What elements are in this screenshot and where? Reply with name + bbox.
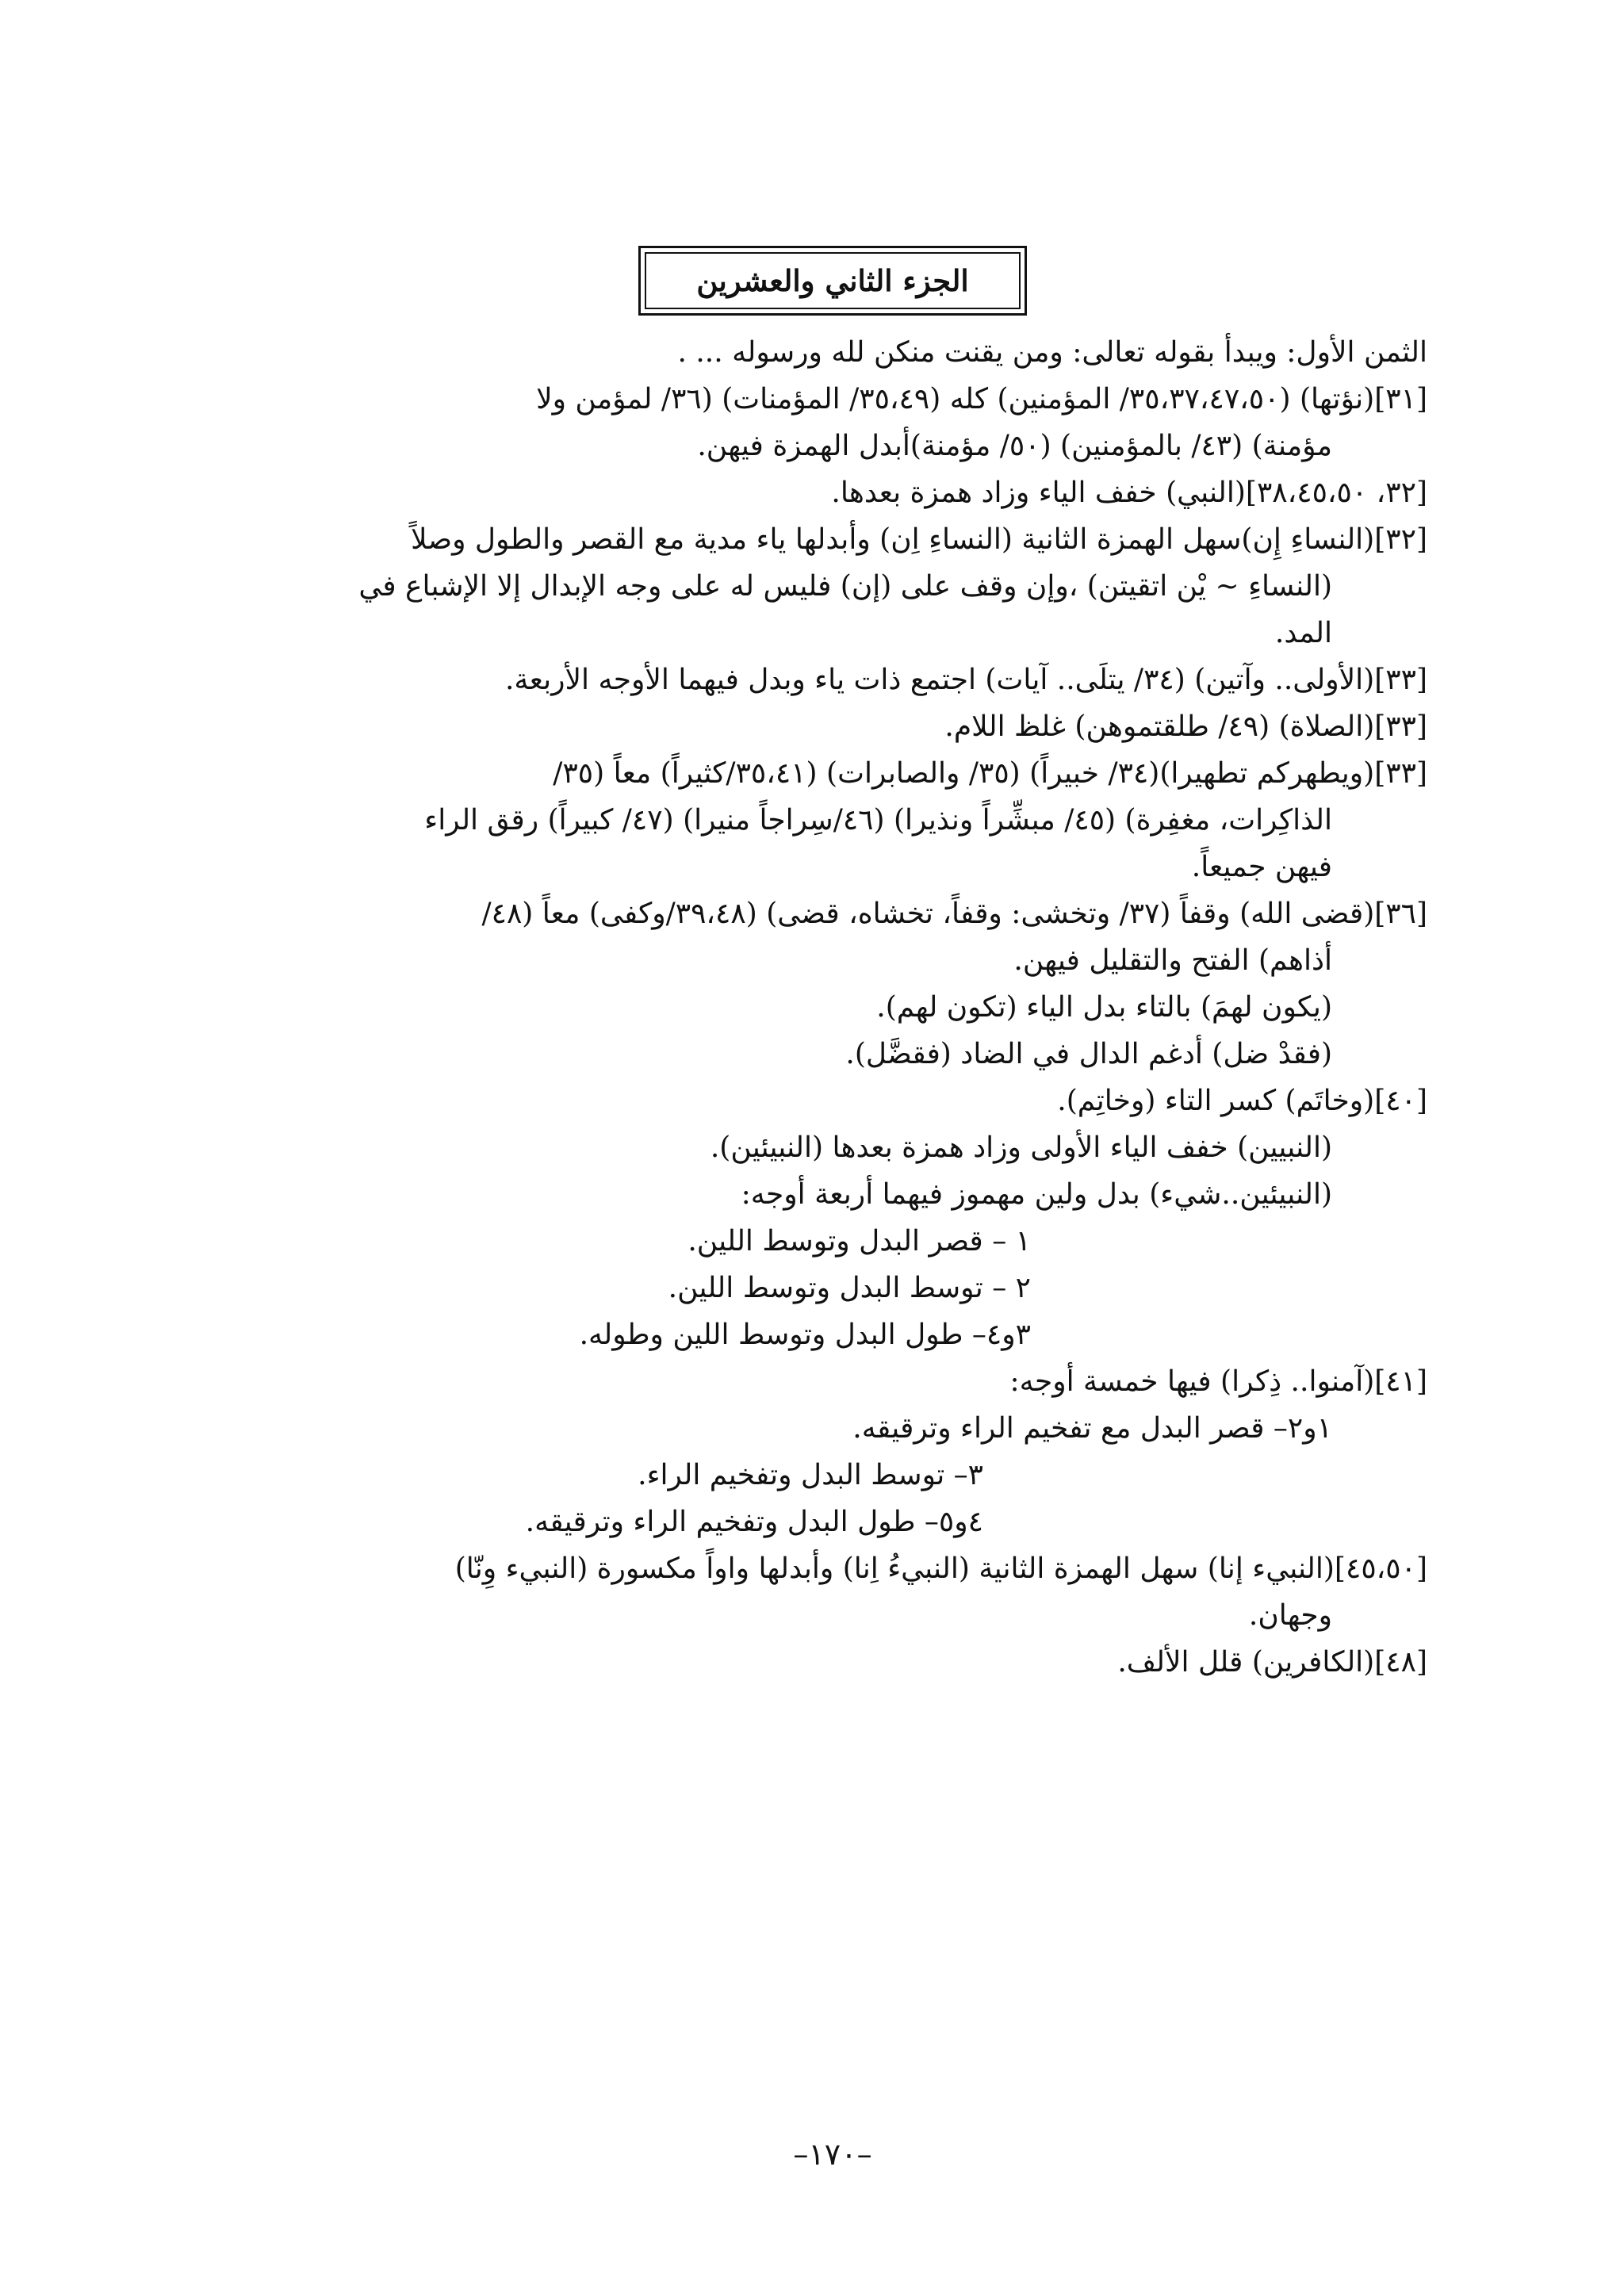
list-item: ١و٢– قصر البدل مع تفخيم الراء وترقيقه. <box>852 1412 1332 1445</box>
text-line: (النساءِ ~ يْن اتقيتن) ،وإن وقف على (إن) فليس له على وجه الإبدال إلا الإشباع في <box>358 570 1332 603</box>
list-item: ٣– توسط البدل وتفخيم الراء. <box>638 1459 983 1491</box>
section-title: الجزء الثاني والعشرين <box>645 252 1021 309</box>
text-line: (فقدْ ضل) أدغم الدال في الضاد (فقضَّل). <box>845 1038 1332 1070</box>
text-line: (النبيئين..شيء) بدل ولين مهموز فيهما أربعة أوجه: <box>741 1178 1332 1211</box>
text-line: (يكون لهمَ) بالتاء بدل الياء (تكون لهم). <box>876 991 1332 1024</box>
text-line: المد. <box>1274 617 1332 649</box>
text-line: [٣٣](الصلاة) (٤٩/ طلقتموهن) غلظ اللام. <box>944 710 1427 743</box>
text-line: [٣٢](النساءِ إِن)سهل الهمزة الثانية (النساءِ اِن) وأبدلها ياء مدية مع القصر والطول وصلاً <box>411 523 1427 556</box>
text-line: [٣١](نؤتها) (٣٥،٣٧،٤٧،٥٠/ المؤمنين) كله (٣٥،٤٩/ المؤمنات) (٣٦/ لمؤمن ولا <box>536 383 1427 415</box>
list-item: ١ – قصر البدل وتوسط اللين. <box>688 1225 1031 1258</box>
text-line: [٤١](آمنوا.. ذِكرا) فيها خمسة أوجه: <box>1009 1365 1427 1398</box>
list-item: ٢ – توسط البدل وتوسط اللين. <box>668 1272 1031 1304</box>
section-title-box <box>638 246 1027 316</box>
list-item: ٣و٤– طول البدل وتوسط اللين وطوله. <box>579 1319 1031 1351</box>
text-line: [٣٦](قضى الله) وقفاً (٣٧/ وتخشى: وقفاً، تخشاه، قضى) (٣٩،٤٨/وكفى) معاً (٤٨/ <box>481 898 1427 930</box>
text-line: [٤٠](وخاتَم) كسر التاء (وخاتِم). <box>1057 1085 1427 1117</box>
text-line: (النبيين) خفف الياء الأولى وزاد همزة بعدها (النبيئين). <box>710 1131 1332 1164</box>
list-item: ٤و٥– طول البدل وتفخيم الراء وترقيقه. <box>525 1506 983 1538</box>
text-line: الذاكِرات، مغفِرة) (٤٥/ مبشِّراً ونذيرا) (٤٦/سِراجاً منيرا) (٤٧/ كبيراً) رقق الراء <box>424 804 1332 836</box>
text-line: [٣٣](ويطهركم تطهيرا)(٣٤/ خبيراً) (٣٥/ والصابرات) (٣٥،٤١/كثيراً) معاً (٣٥/ <box>553 757 1427 790</box>
text-line: [٤٥،٥٠](النبيء إنا) سهل الهمزة الثانية (النبيءُ اِنا) وأبدلها واواً مكسورة (النبيء وِنّا) <box>454 1552 1427 1585</box>
text-line: [٤٨](الكافرين) قلل الألف. <box>1117 1646 1427 1679</box>
content-body <box>238 329 1427 1686</box>
document-page <box>238 246 1427 2172</box>
text-line: [٣٢، ٣٨،٤٥،٥٠](النبي) خفف الياء وزاد همزة بعدها. <box>831 477 1427 509</box>
text-line: وجهان. <box>1248 1599 1332 1632</box>
intro-line: الثمن الأول: ويبدأ بقوله تعالى: ومن يقنت منكن لله ورسوله ... . <box>677 336 1427 369</box>
text-line: أذاهم) الفتح والتقليل فيهن. <box>1013 944 1332 977</box>
page-number: –١٧٠– <box>793 2137 872 2172</box>
text-line: مؤمنة) (٤٣/ بالمؤمنين) (٥٠/ مؤمنة)أبدل الهمزة فيهن. <box>697 430 1332 462</box>
text-line: [٣٣](الأولى.. وآتين) (٣٤/ يتلَى.. آيات) اجتمع ذات ياء وبدل فيهما الأوجه الأربعة. <box>504 664 1427 696</box>
text-line: فيهن جميعاً. <box>1191 851 1332 883</box>
